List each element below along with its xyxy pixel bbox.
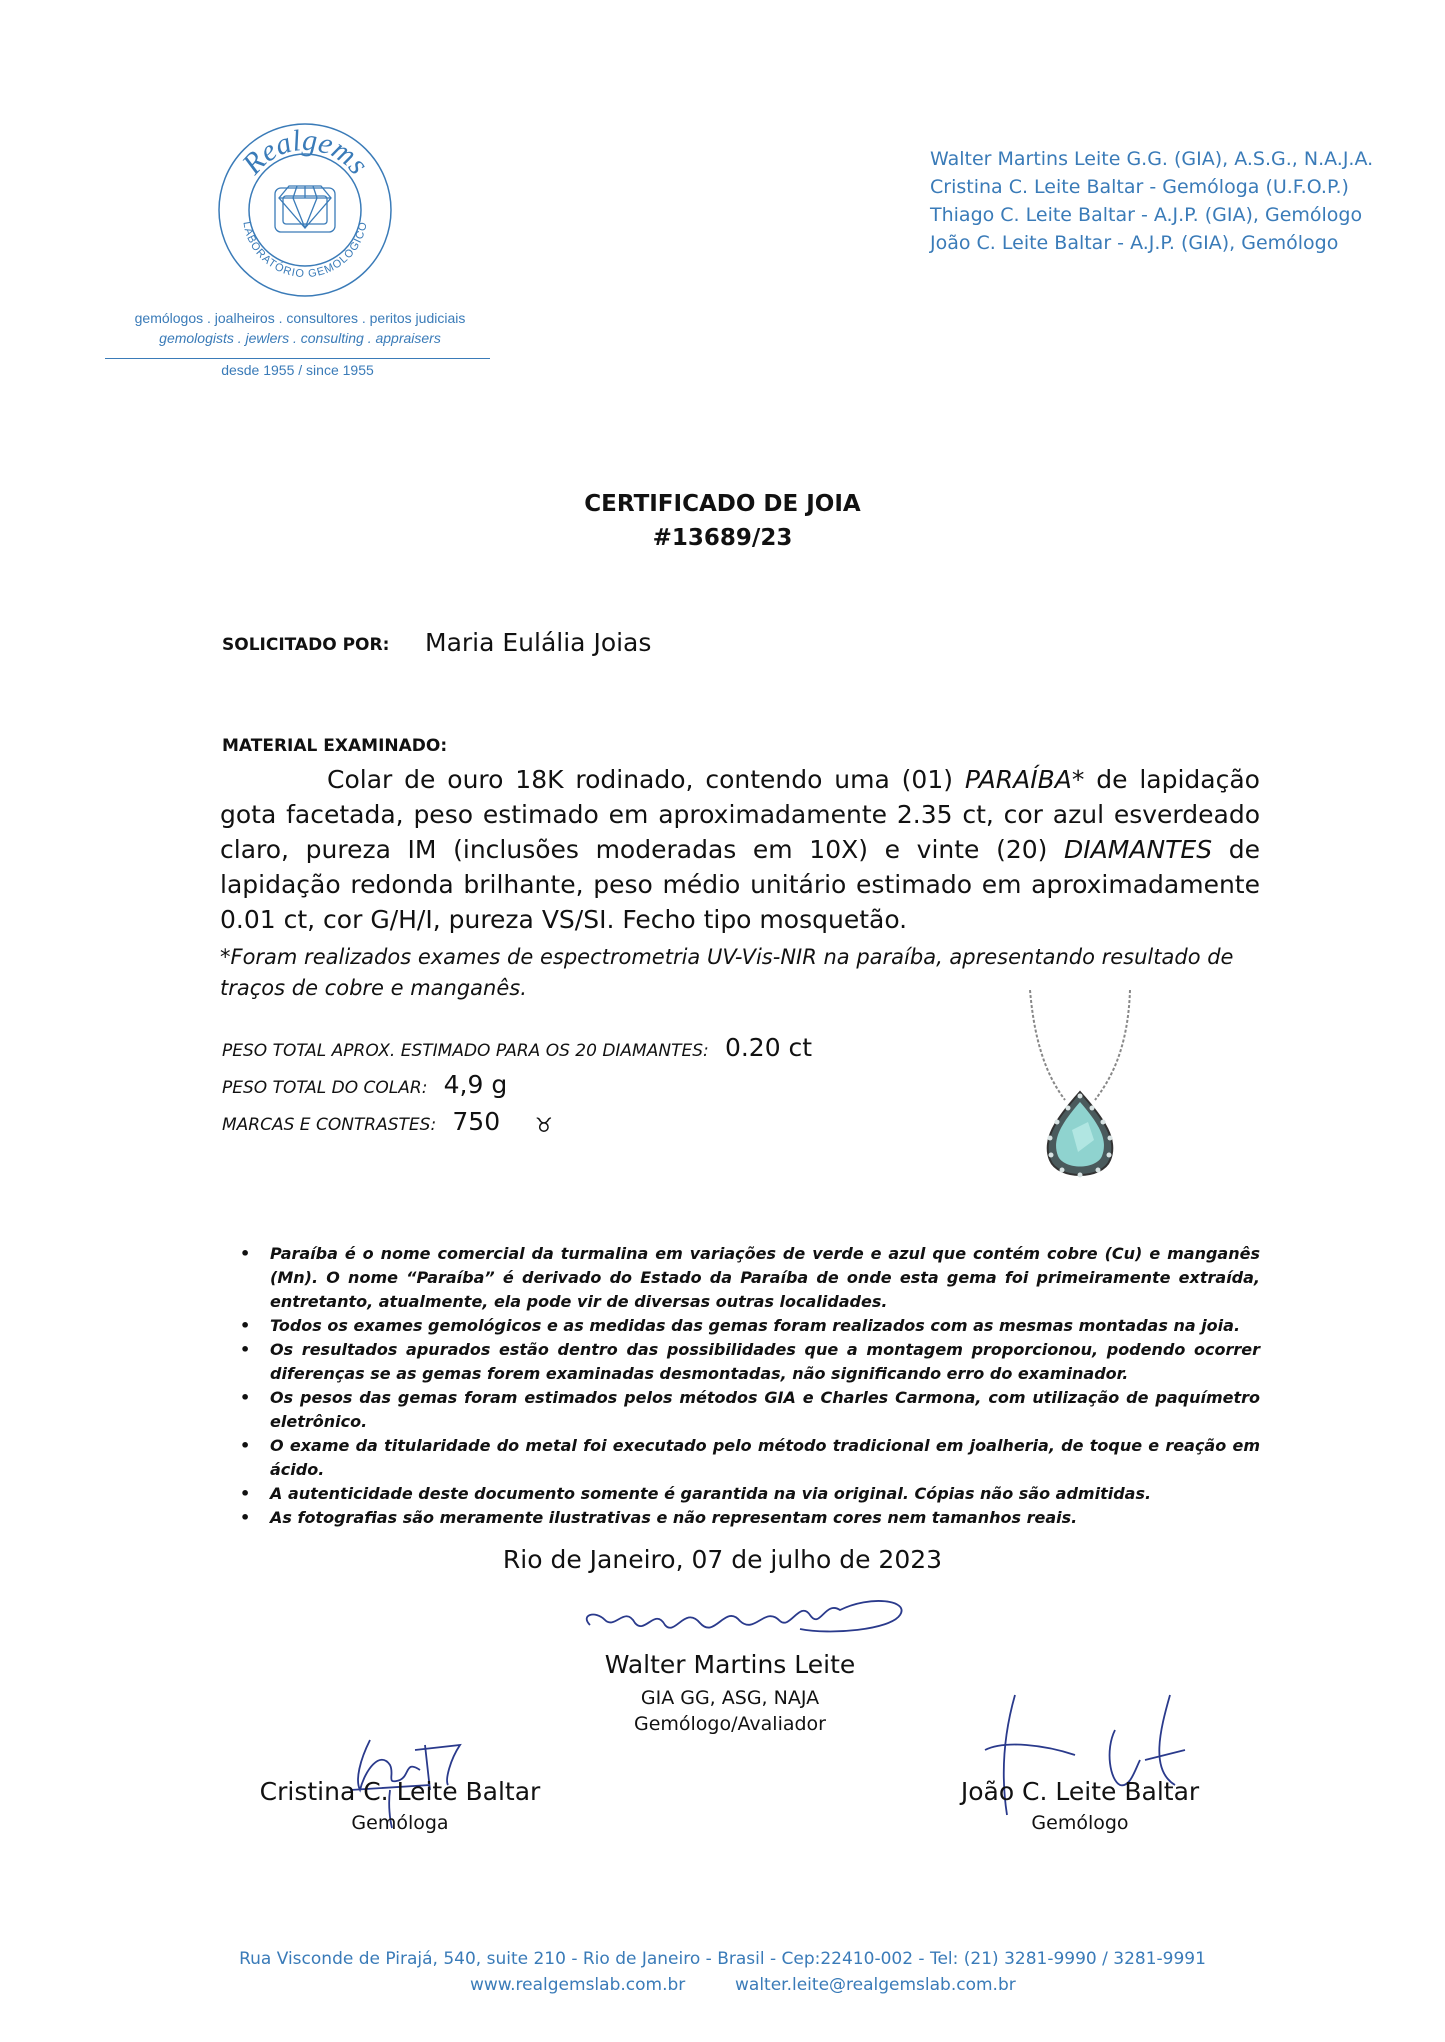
- weight-diamonds-value: 0.20 ct: [724, 1033, 813, 1062]
- material-label: MATERIAL EXAMINADO:: [222, 736, 448, 756]
- footer-email[interactable]: walter.leite@realgemslab.com.br: [735, 1975, 1016, 1995]
- weight-necklace-label: PESO TOTAL DO COLAR:: [222, 1078, 428, 1098]
- footer-website[interactable]: www.realgemslab.com.br: [470, 1975, 686, 1995]
- notes-list: [270, 1242, 1260, 1530]
- hallmark-icon: ♉: [535, 1113, 553, 1137]
- marks-value: 750: [452, 1107, 501, 1136]
- material-description: Colar de ouro 18K rodinado, contendo uma (01) PARAÍBA* de lapidação gota facetada, peso estimado em aproximadamente 2.35 ct, cor azul esverdeado claro, pureza IM (inclusões moderadas em 10X) e vinte (20) DIAMANTES de lapidação redonda brilhante, peso médio unitário estimado em aproximadamente 0.01 ct, cor G/H/I, pureza VS/SI. Fecho tipo mosquetão.: [220, 765, 1260, 934]
- staff-member: João C. Leite Baltar - A.J.P. (GIA), Gemólogo: [930, 232, 1339, 254]
- signatory-main-role: Gemólogo/Avaliador: [633, 1713, 826, 1735]
- svg-text:Realgems: [235, 124, 375, 182]
- note-item: • Todos os exames gemológicos e as medidas das gemas foram realizados com as mesmas montadas na joia.: [270, 1314, 1260, 1338]
- issue-date: Rio de Janeiro, 07 de julho de 2023: [502, 1545, 943, 1574]
- logo-since: desde 1955 / since 1955: [221, 362, 374, 378]
- note-item: • O exame da titularidade do metal foi executado pelo método tradicional em joalheria, de toque e reação em ácido.: [270, 1434, 1260, 1482]
- weight-necklace-value: 4,9 g: [443, 1070, 508, 1099]
- logo-tagline-en: gemologists . jewlers . consulting . appraisers: [159, 330, 441, 346]
- note-item: • Os resultados apurados estão dentro das possibilidades que a montagem proporcionou, podendo ocorrer diferenças se as gemas forem examinadas desmontadas, não significando erro do examinador.: [270, 1338, 1260, 1386]
- weight-diamonds: [222, 1033, 812, 1062]
- signatory-main-name: Walter Martins Leite: [604, 1650, 856, 1679]
- requester-value: Maria Eulália Joias: [425, 628, 652, 657]
- note-item: • As fotografias são meramente ilustrativas e não representam cores nem tamanhos reais.: [270, 1506, 1260, 1530]
- staff-list: [930, 145, 1373, 257]
- marks-label: MARCAS E CONTRASTES:: [222, 1115, 437, 1135]
- signatory-right-name: João C. Leite Baltar: [960, 1777, 1200, 1806]
- material-note: *Foram realizados exames de espectrometria UV-Vis-NIR na paraíba, apresentando resultado de traços de cobre e manganês.: [220, 945, 1234, 1000]
- signatory-left-name: Cristina C. Leite Baltar: [259, 1777, 541, 1806]
- stone-paraiba: PARAÍBA*: [964, 765, 1085, 794]
- signatory-main-credentials: GIA GG, ASG, NAJA: [640, 1687, 820, 1709]
- certificate-heading: CERTIFICADO DE JOIA: [584, 491, 861, 517]
- staff-member: Walter Martins Leite G.G. (GIA), A.S.G., N.A.J.A.: [930, 148, 1374, 170]
- svg-text:LABORATÓRIO GEMOLÓGICO: [240, 220, 369, 280]
- note-item: • Os pesos das gemas foram estimados pelos métodos GIA e Charles Carmona, com utilização de paquímetro eletrônico.: [270, 1386, 1260, 1434]
- signatory-right-role: Gemólogo: [1031, 1812, 1129, 1834]
- note-item: • Paraíba é o nome comercial da turmalina em variações de verde e azul que contém cobre (Cu) e manganês (Mn). O nome “Paraíba” é derivado do Estado da Paraíba de onde esta gema foi primeiramente extraída, entretanto, atualmente, ela pode vir de diversas outras localidades.: [270, 1242, 1260, 1314]
- certificate-title: [0, 487, 1445, 555]
- marks: [222, 1107, 500, 1136]
- signature-walter: [570, 1585, 920, 1645]
- weight-necklace: [222, 1070, 507, 1099]
- necklace-photo: [1010, 990, 1150, 1190]
- footer-address: Rua Visconde de Pirajá, 540, suite 210 - Rio de Janeiro - Brasil - Cep:22410-002 - Tel: (21) 3281-9990 / 3281-9991: [239, 1949, 1206, 1969]
- weight-diamonds-label: PESO TOTAL APROX. ESTIMADO PARA OS 20 DIAMANTES:: [222, 1041, 709, 1061]
- diamond-icon: [275, 186, 335, 232]
- staff-member: Thiago C. Leite Baltar - A.J.P. (GIA), Gemólogo: [930, 204, 1363, 226]
- logo-ring-text: LABORATÓRIO GEMOLÓGICO: [240, 220, 370, 281]
- logo-tagline-pt: gemólogos . joalheiros . consultores . peritos judiciais: [134, 310, 466, 326]
- realgems-logo: [215, 120, 395, 300]
- logo-brand: Realgems: [235, 123, 375, 181]
- note-item: • A autenticidade deste documento somente é garantida na via original. Cópias não são admitidas.: [270, 1482, 1260, 1506]
- certificate-number: #13689/23: [652, 525, 793, 551]
- staff-member: Cristina C. Leite Baltar - Gemóloga (U.F.O.P.): [930, 176, 1349, 198]
- requester-label: SOLICITADO POR:: [222, 635, 390, 655]
- signatory-left-role: Gemóloga: [351, 1812, 449, 1834]
- logo-divider: [105, 358, 490, 359]
- stone-diamonds: DIAMANTES: [1064, 835, 1213, 864]
